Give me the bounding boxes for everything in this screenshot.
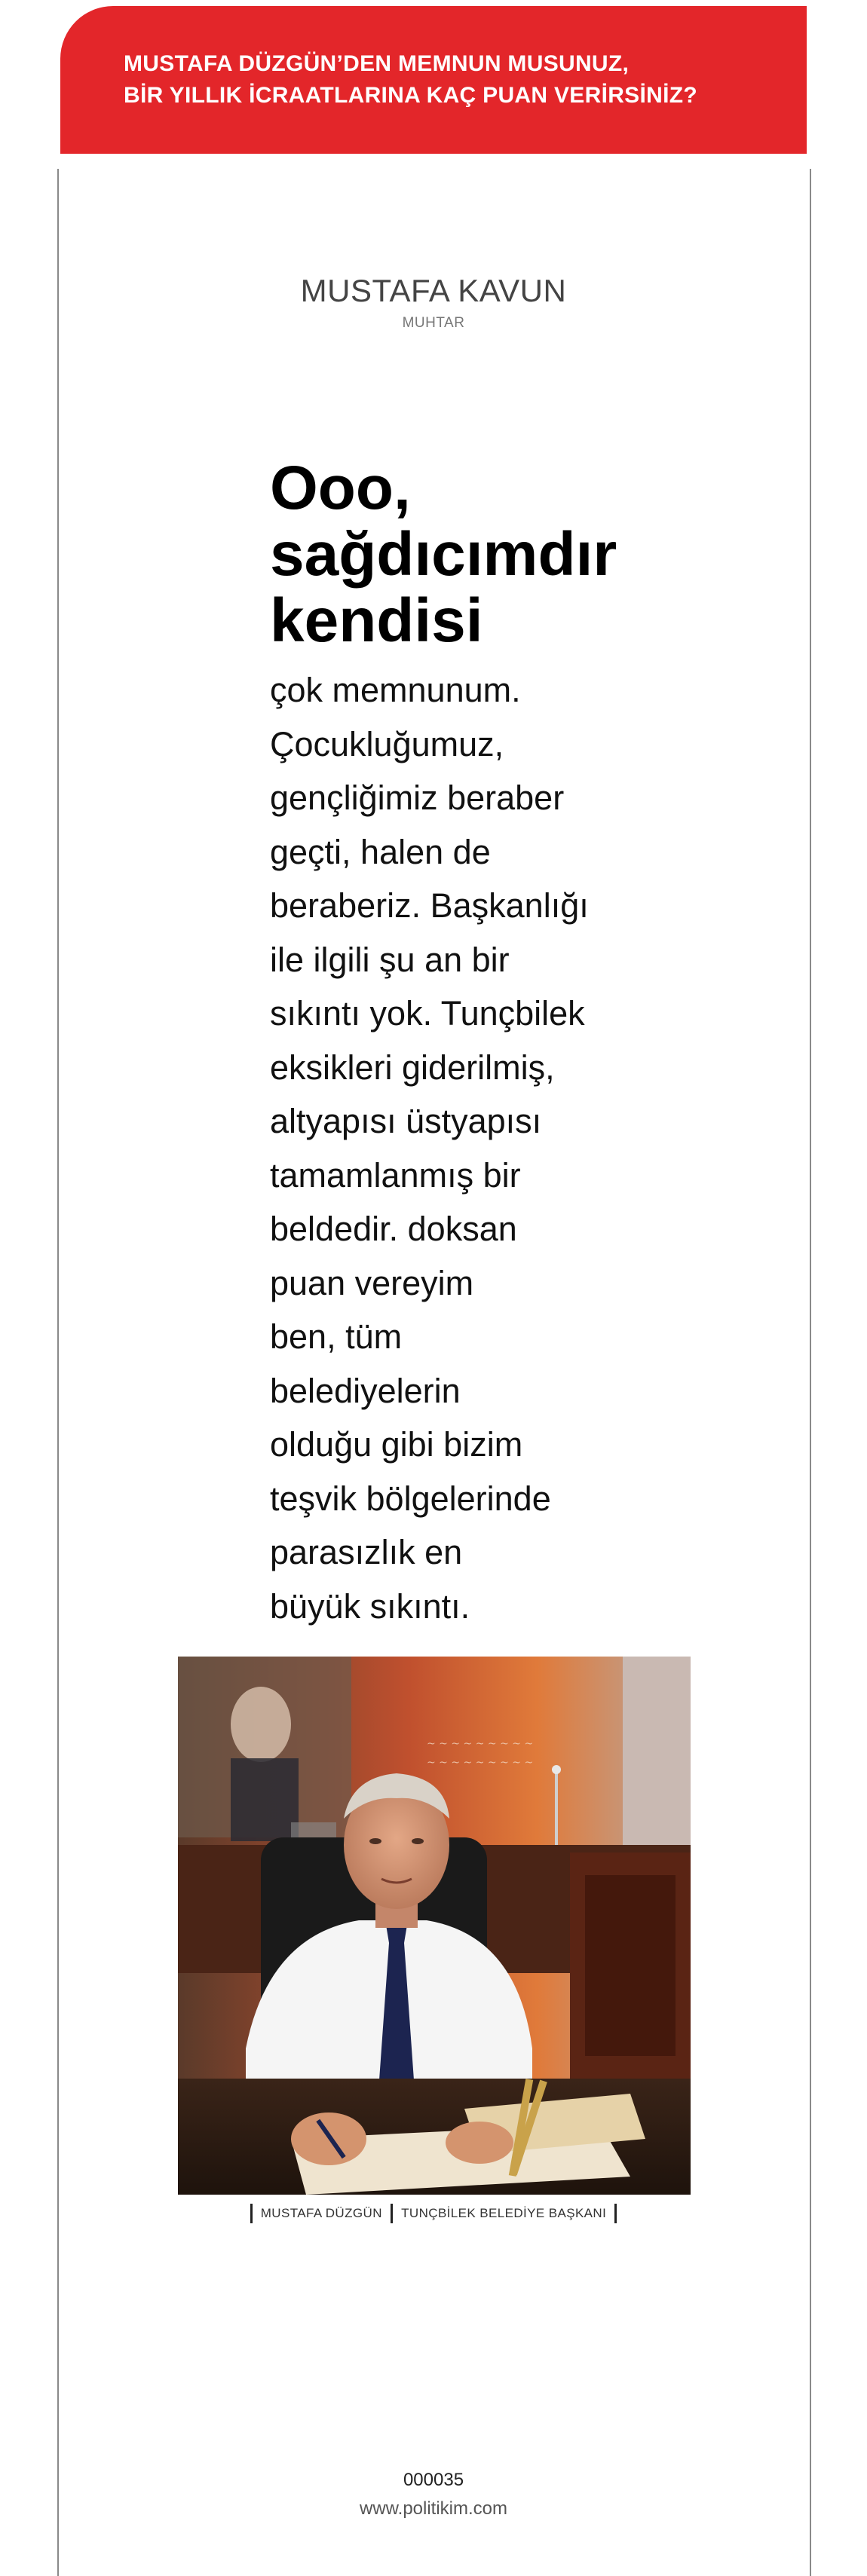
quote-headline — [270, 455, 692, 654]
headline-line: kendisi — [270, 586, 483, 655]
body-line: altyapısı üstyapısı — [270, 1102, 542, 1140]
mayor-photo — [178, 1657, 691, 2195]
banner-line-2: BİR YILLIK İCRAATLARINA KAÇ PUAN VERİRSİNİZ? — [124, 83, 697, 108]
body-line: teşvik bölgelerinde — [270, 1479, 551, 1518]
photo-caption — [0, 2204, 867, 2223]
body-line: gençliğimiz beraber — [270, 779, 565, 817]
banner-line-1: MUSTAFA DÜZGÜN’DEN MEMNUN MUSUNUZ, — [124, 51, 630, 76]
body-line: ile ilgili şu an bir — [270, 940, 510, 979]
body-line: geçti, halen de — [270, 832, 491, 871]
body-line: eksikleri giderilmiş, — [270, 1048, 555, 1087]
body-line: parasızlık en — [270, 1533, 463, 1571]
caption-title: TUNÇBİLEK BELEDİYE BAŞKANI — [401, 2206, 607, 2220]
headline-line: Ooo, — [270, 454, 411, 522]
body-line: çok memnunum. — [270, 671, 521, 709]
caption-name: MUSTAFA DÜZGÜN — [260, 2206, 382, 2220]
headline-banner — [60, 6, 807, 154]
body-line: belediyelerin — [270, 1371, 461, 1410]
page-number: 000035 — [403, 2470, 464, 2490]
website-link[interactable]: www.politikim.com — [359, 2498, 508, 2519]
caption-divider — [614, 2204, 617, 2223]
interviewee-role: MUHTAR — [402, 315, 465, 331]
quote-body — [270, 663, 662, 1633]
interviewee-name: MUSTAFA KAVUN — [300, 273, 567, 308]
body-line: Çocukluğumuz, — [270, 724, 504, 763]
caption-divider — [391, 2204, 393, 2223]
body-line: olduğu gibi bizim — [270, 1425, 523, 1464]
body-line: sıkıntı yok. Tunçbilek — [270, 994, 585, 1033]
body-line: beldedir. doksan — [270, 1210, 517, 1248]
body-line: ben, tüm — [270, 1317, 403, 1356]
svg-text:~ ~ ~ ~ ~ ~ ~ ~ ~: ~ ~ ~ ~ ~ ~ ~ ~ ~ — [427, 1738, 534, 1750]
body-line: puan vereyim — [270, 1263, 474, 1302]
svg-text:~ ~ ~ ~ ~ ~ ~ ~ ~: ~ ~ ~ ~ ~ ~ ~ ~ ~ — [427, 1757, 534, 1769]
body-line: büyük sıkıntı. — [270, 1586, 470, 1626]
headline-line: sağdıcımdır — [270, 520, 617, 589]
caption-divider — [250, 2204, 253, 2223]
body-line: beraberiz. Başkanlığı — [270, 886, 589, 925]
body-line: tamamlanmış bir — [270, 1155, 521, 1195]
